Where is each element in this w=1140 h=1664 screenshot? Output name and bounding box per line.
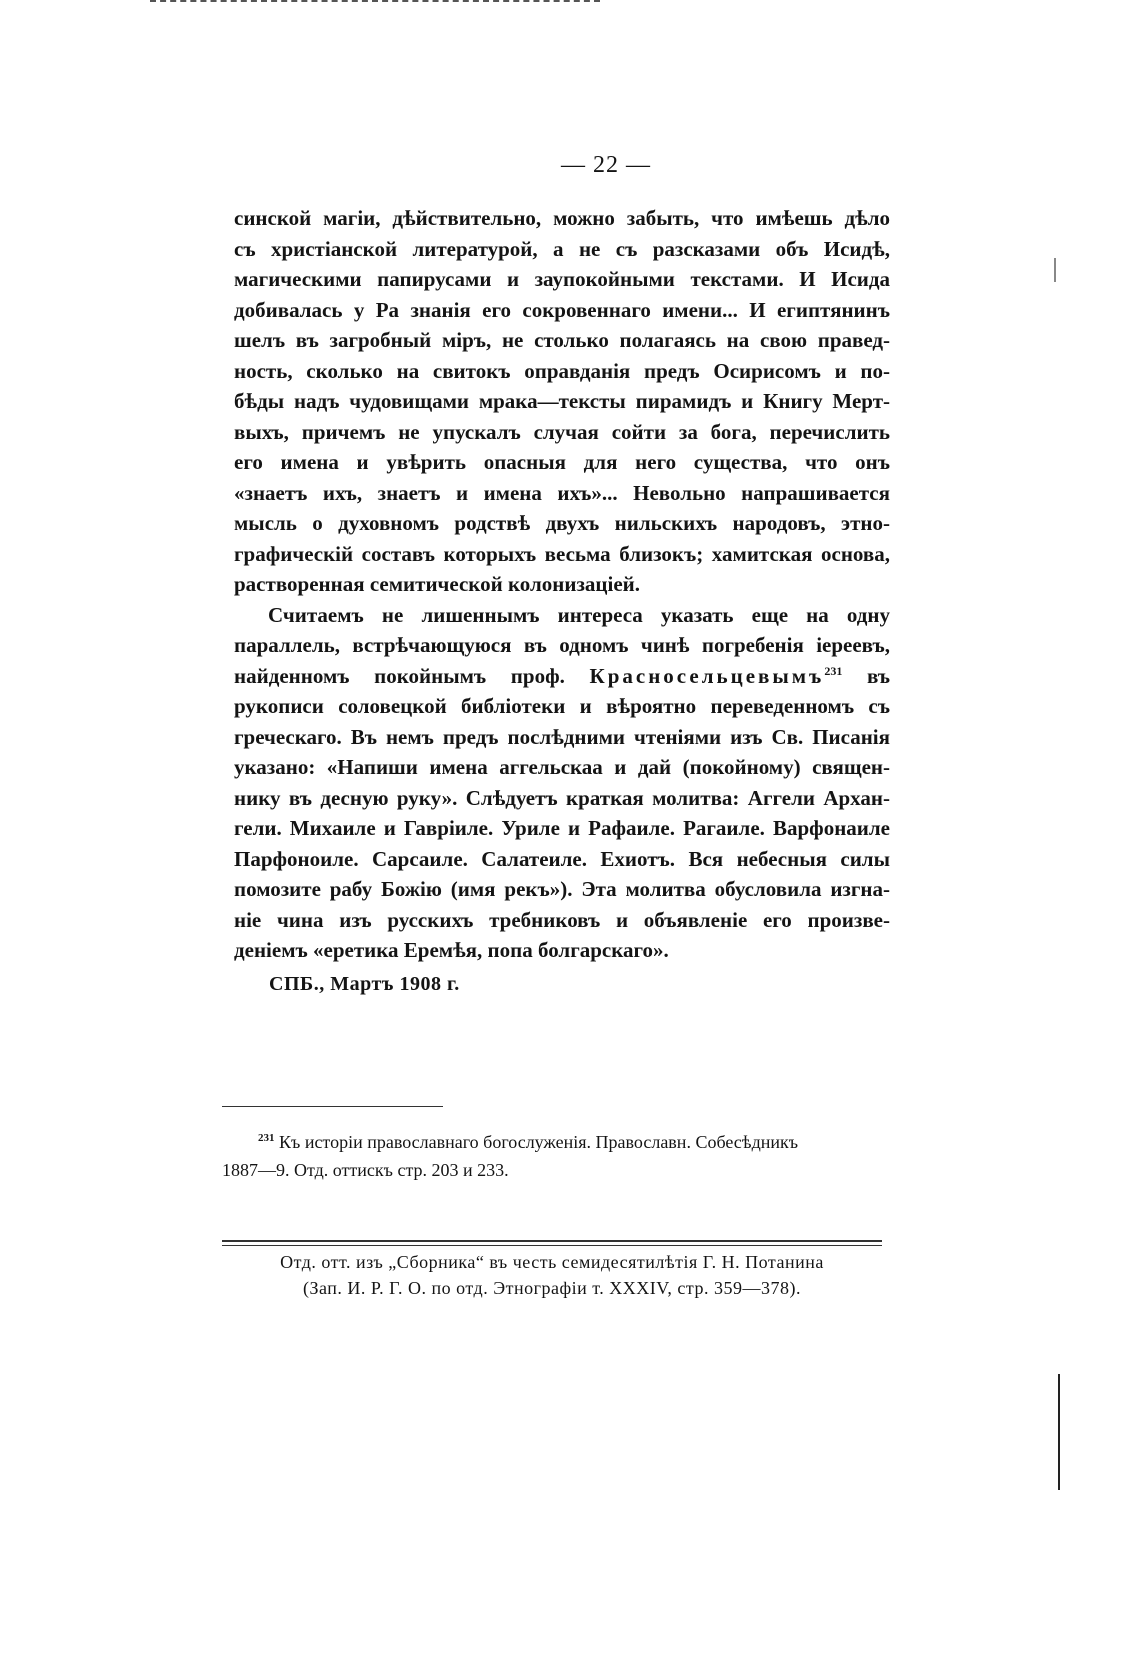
text-line: добивалась у Ра знанія его сокровеннаго имени... И египтянинъ <box>234 297 890 322</box>
offprint-double-rule <box>222 1240 882 1246</box>
text-line: деніемъ «еретика Еремѣя, попа болгарскаго». <box>234 938 669 962</box>
text-line: Парфоноиле. Сарсаиле. Салатеиле. Ехиотъ. Вся небесныя силы <box>234 846 890 871</box>
text-line: его имена и увѣрить опасныя для него существа, что онъ <box>234 450 890 474</box>
text-line-with-reference <box>234 661 890 692</box>
text-line: бѣды надъ чудовищами мрака—тексты пирамидъ и Книгу Мерт- <box>234 389 890 413</box>
footnote-rule <box>222 1106 443 1107</box>
text-line: гели. Михаиле и Гавріиле. Уриле и Рафаиле. Рагаиле. Варфонаиле <box>234 816 890 840</box>
text-line: греческаго. Въ немъ предъ послѣдними чтеніями изъ Св. Писанія <box>234 724 890 749</box>
text-fragment: найденномъ покойнымъ проф. <box>234 663 565 688</box>
text-fragment: въ <box>866 663 890 688</box>
footnote-line: 1887—9. Отд. оттискъ стр. 203 и 233. <box>222 1160 509 1180</box>
scan-edge-mark <box>1058 1374 1060 1490</box>
page-number-text: — 22 — <box>561 152 651 178</box>
text-line: съ христіанской литературой, а не съ разсказами объ Исидѣ, <box>234 236 890 261</box>
page-number <box>0 152 1140 179</box>
text-line: «знаетъ ихъ, знаетъ и имена ихъ»... Невольно напрашивается <box>234 480 890 505</box>
main-text <box>234 203 890 966</box>
offprint-note <box>222 1249 882 1301</box>
scan-edge-mark <box>1054 258 1056 282</box>
text-line: магическими папирусами и заупокойными текстами. И Исида <box>234 267 890 291</box>
text-line: мысль о духовномъ родствѣ двухъ нильскихъ народовъ, этно- <box>234 511 890 535</box>
text-line: указано: «Напиши имена аггельскаа и дай (покойному) священ- <box>234 755 890 779</box>
top-edge-rule <box>150 0 600 5</box>
text-line: синской магіи, дѣйствительно, можно забыть, что имѣешь дѣло <box>234 206 890 230</box>
text-line: растворенная семитической колонизаціей. <box>234 572 641 596</box>
footnote-line <box>222 1128 890 1156</box>
text-line: помозите рабу Божію (имя рекъ»). Эта молитва обусловила изгна- <box>234 877 890 901</box>
text-line: нику въ десную руку». Слѣдуетъ краткая молитва: Аггели Архан- <box>234 785 890 810</box>
dateline: СПБ., Мартъ 1908 г. <box>269 973 460 995</box>
author-name: Красносельцевымъ <box>589 663 825 688</box>
offprint-line: Отд. отт. изъ „Сборника“ въ честь семидесятилѣтія Г. Н. Потанина <box>280 1252 824 1272</box>
text-line: графическій составъ которыхъ весьма близокъ; хамитская основа, <box>234 541 890 566</box>
offprint-line: (Зап. И. Р. Г. О. по отд. Этнографіи т. XXXIV, стр. 359—378). <box>302 1278 802 1298</box>
text-line: параллель, встрѣчающуюся въ одномъ чинѣ погребенія іереевъ, <box>234 633 890 657</box>
text-line: Считаемъ не лишеннымъ интереса указать еще на одну <box>268 602 890 627</box>
text-line: выхъ, причемъ не упускалъ случая сойти за бога, перечислить <box>234 419 890 444</box>
footnote-marker: 231 <box>258 1132 275 1144</box>
footnote <box>222 1128 890 1184</box>
footnote-text: Къ исторіи православнаго богослуженія. Православн. Собесѣдникъ <box>279 1132 799 1152</box>
footnote-reference: 231 <box>824 663 843 678</box>
text-line: шелъ въ загробный міръ, не столько полагаясь на свою правед- <box>234 328 890 352</box>
text-line: ніе чина изъ русскихъ требниковъ и объявленіе его произве- <box>234 907 890 932</box>
text-line: рукописи соловецкой библіотеки и вѣроятно переведенномъ съ <box>234 694 890 718</box>
text-line: ность, сколько на свитокъ оправданія предъ Осирисомъ и по- <box>234 358 890 383</box>
